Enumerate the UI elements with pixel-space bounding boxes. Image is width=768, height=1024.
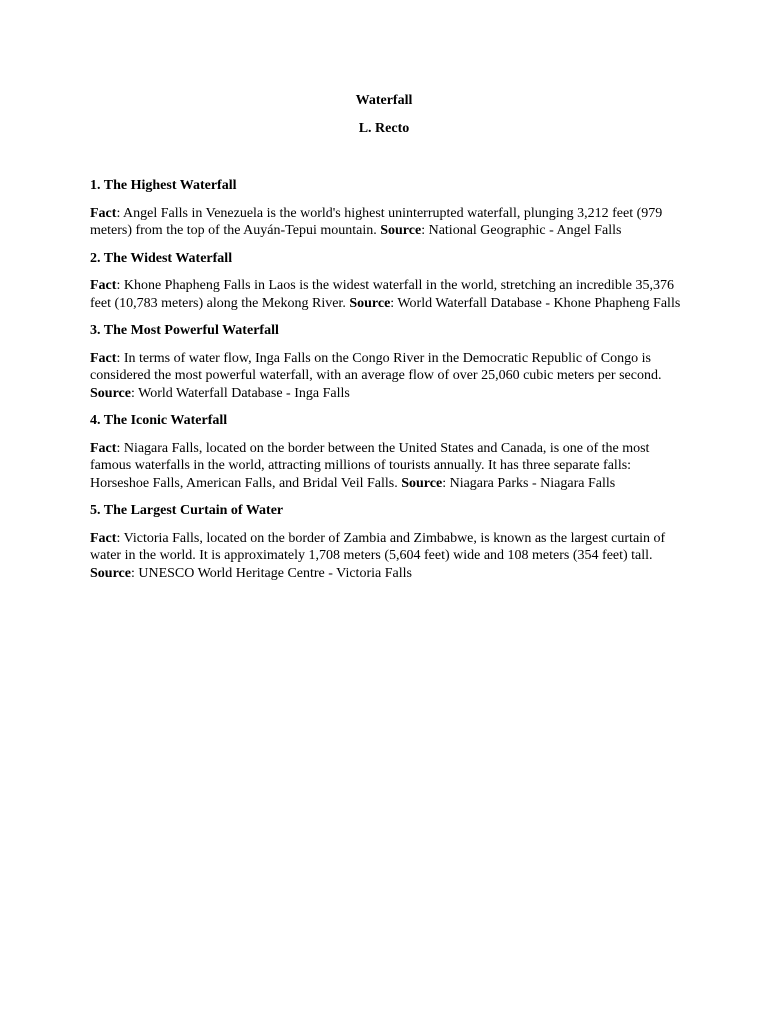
fact-text: : Victoria Falls, located on the border of Zambia and Zimbabwe, is known as the largest curtain of water in the world. It is approximately 1,708 meters (5,604 feet) wide and 108 meters (354 feet) tall.: [90, 530, 666, 563]
source-text: : World Waterfall Database - Khone Phapheng Falls: [390, 295, 681, 311]
document-title: Waterfall: [355, 93, 413, 108]
section-most-powerful-waterfall: [90, 322, 682, 402]
section-largest-curtain-of-water: [90, 502, 682, 582]
section-widest-waterfall: [90, 250, 682, 313]
source-text: : Niagara Parks - Niagara Falls: [442, 475, 616, 491]
document-body: [90, 177, 682, 592]
section-heading: 4. The Iconic Waterfall: [90, 413, 228, 428]
source-text: : World Waterfall Database - Inga Falls: [130, 385, 350, 401]
source-label: Source: [401, 475, 443, 491]
section-text: [90, 277, 682, 312]
fact-label: Fact: [90, 350, 117, 366]
section-heading: 3. The Most Powerful Waterfall: [90, 323, 279, 338]
fact-text: : Angel Falls in Venezuela is the world's highest uninterrupted waterfall, plunging 3,212 feet (979 meters) from the top of the Auyán-Tepui mountain.: [90, 205, 663, 238]
source-label: Source: [349, 295, 391, 311]
section-iconic-waterfall: [90, 412, 682, 492]
source-label: Source: [90, 565, 131, 581]
fact-label: Fact: [90, 440, 117, 456]
section-text: [90, 350, 682, 403]
section-heading: 2. The Widest Waterfall: [90, 250, 233, 266]
document-author: L. Recto: [358, 121, 410, 136]
fact-label: Fact: [90, 205, 117, 221]
fact-label: Fact: [90, 530, 117, 546]
section-text: [90, 440, 682, 493]
section-highest-waterfall: [90, 177, 682, 240]
fact-label: Fact: [90, 278, 117, 293]
section-heading: 5. The Largest Curtain of Water: [90, 503, 284, 518]
fact-text: : Niagara Falls, located on the border between the United States and Canada, is one of the most famous waterfalls in the world, attracting millions of tourists annually. It has three separate falls: Horseshoe Falls, American Falls, and Bridal Veil Falls.: [90, 440, 650, 491]
section-text: [90, 530, 682, 583]
source-label: Source: [90, 385, 131, 401]
fact-text: : Khone Phapheng Falls in Laos is the widest waterfall in the world, stretching an incredible 35,376 feet (10,783 meters) along the Mekong River.: [90, 278, 674, 311]
source-text: : National Geographic - Angel Falls: [421, 223, 622, 238]
section-heading: 1. The Highest Waterfall: [90, 178, 237, 193]
source-label: Source: [380, 223, 422, 238]
fact-text: : In terms of water flow, Inga Falls on the Congo River in the Democratic Republic of Congo is considered the most powerful waterfall, with an average flow of over 25,060 cubic meters per second.: [90, 350, 662, 383]
section-text: [90, 205, 682, 240]
source-text: : UNESCO World Heritage Centre - Victoria Falls: [130, 565, 412, 581]
